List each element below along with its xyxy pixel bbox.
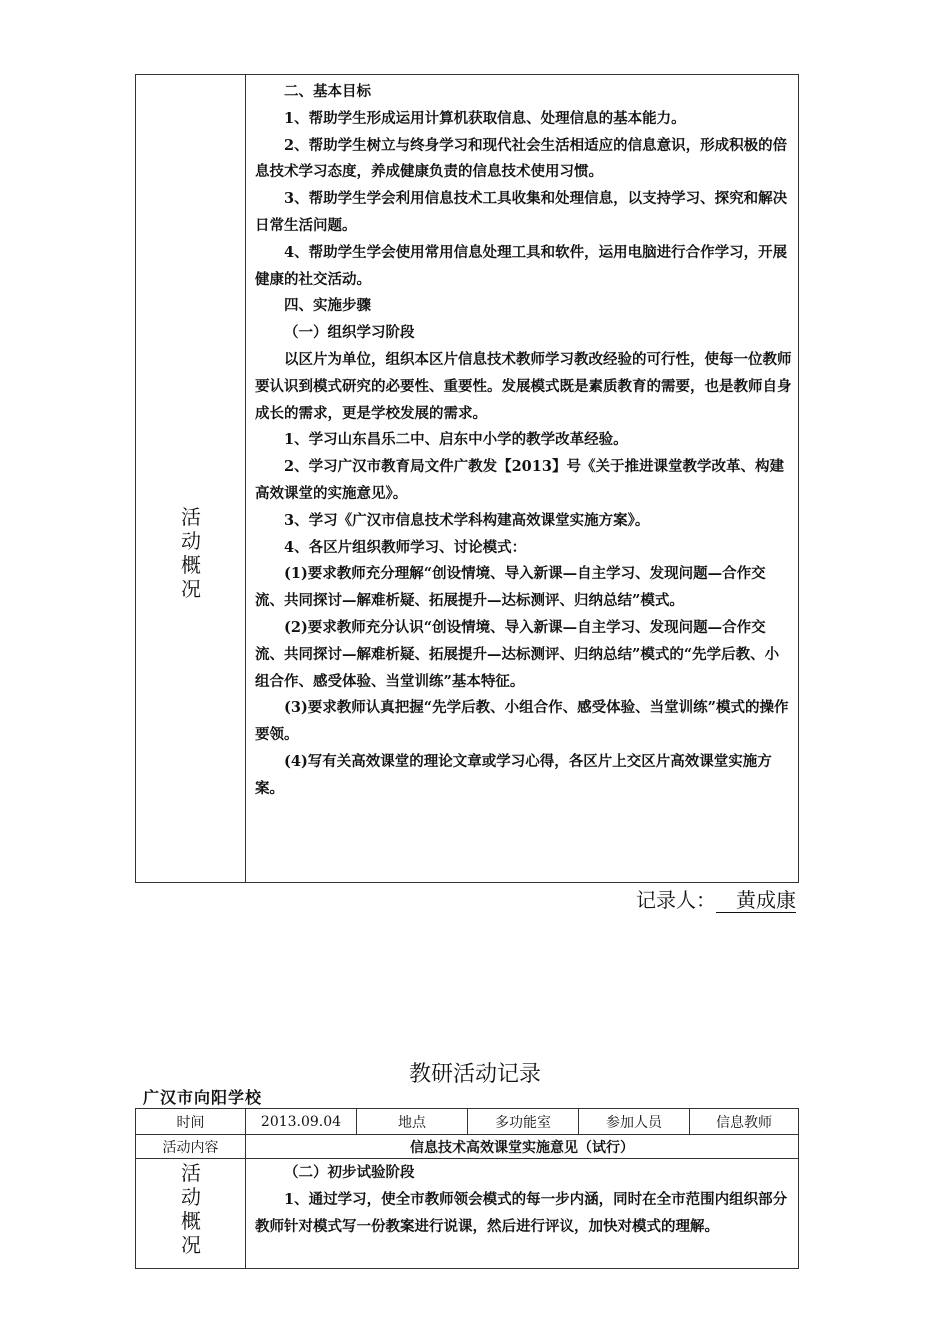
paragraph: （二）初步试验阶段 [284,1164,415,1181]
content-row [136,1135,798,1159]
paragraph: 1、通过学习，使全市教师领会模式的每一步内涵，同时在全市范围内组织部分教师针对模式写一份教案进行说课，然后进行评议，加快对模式的理解。 [255,1190,788,1235]
place-value: 多功能室 [468,1109,579,1134]
activity-record-table [135,1108,799,1269]
recorder-name: 黄成康 [716,888,796,913]
summary-content [255,1160,793,1240]
recorder-label: 记录人： [636,888,716,912]
participants-label: 参加人员 [579,1109,690,1134]
side-label: 活 动 概 况 [181,505,201,601]
side-label-cell [136,1159,246,1268]
activity-summary-table-1 [135,74,799,883]
paragraph: 4、帮助学生学会使用常用信息处理工具和软件，运用电脑进行合作学习，开展健康的社交活动。 [255,243,788,288]
paragraph: （一）组织学习阶段 [284,324,415,342]
school-name: 广汉市向阳学校 [143,1088,263,1107]
paragraph: 2、帮助学生树立与终身学习和现代社会生活相适应的信息意识，形成积极的倍息技术学习态度，养成健康负责的信息技术使用习惯。 [255,136,788,181]
time-value: 2013.09.04 [246,1109,357,1134]
paragraph: 1、学习山东昌乐二中、启东中小学的教学改革经验。 [284,431,628,449]
paragraph: 3、帮助学生学会利用信息技术工具收集和处理信息，以支持学习、探究和解决日常生活问题。 [255,190,788,234]
place-label: 地点 [357,1109,468,1134]
recorder-line [636,884,796,913]
paragraph: 4、各区片组织教师学习、讨论模式： [284,538,527,556]
paragraph: (2)要求教师充分认识“创设情境、导入新课—自主学习、发现问题—合作交流、共同探讨—解难析疑、拓展提升—达标测评、归纳总结”模式的“先学后教、小组合作、感受体验、当堂训练”基本特征。 [255,618,780,690]
page-title: 教研活动记录 [408,1062,541,1087]
time-label: 时间 [136,1109,246,1134]
paragraph: 四、实施步骤 [284,297,371,315]
content-label: 活动内容 [136,1135,246,1158]
paragraph: (3)要求教师认真把握“先学后教、小组合作、感受体验、当堂训练”模式的操作要领。 [255,699,789,744]
paragraph: 2、学习广汉市教育局文件广教发【2013】号《关于推进课堂教学改革、构建高效课堂的实施意见》。 [255,458,784,502]
paragraph: 1、帮助学生形成运用计算机获取信息、处理信息的基本能力。 [284,109,686,127]
paragraph: (4)写有关高效课堂的理论文章或学习心得，各区片上交区片高效课堂实施方案。 [255,752,772,797]
paragraph: (1)要求教师充分理解“创设情境、导入新课—自主学习、发现问题—合作交流、共同探讨—解难析疑、拓展提升—达标测评、归纳总结”模式。 [255,565,766,610]
paragraph: 以区片为单位，组织本区片信息技术教师学习教改经验的可行性，使每一位教师要认识到模式研究的必要性、重要性。发展模式既是素质教育的需要，也是教师自身成长的需求，更是学校发展的需求。 [255,350,792,422]
paragraph: 二、基本目标 [284,83,371,100]
side-label: 活 动 概 况 [181,1161,201,1257]
participants-value: 信息教师 [716,1114,772,1131]
header-row [136,1109,798,1135]
paragraph: 3、学习《广汉市信息技术学科构建高效课堂实施方案》。 [284,511,650,529]
summary-content [255,79,793,803]
content-value: 信息技术高效课堂实施意见（试行） [410,1139,634,1156]
side-label-cell [136,75,246,882]
